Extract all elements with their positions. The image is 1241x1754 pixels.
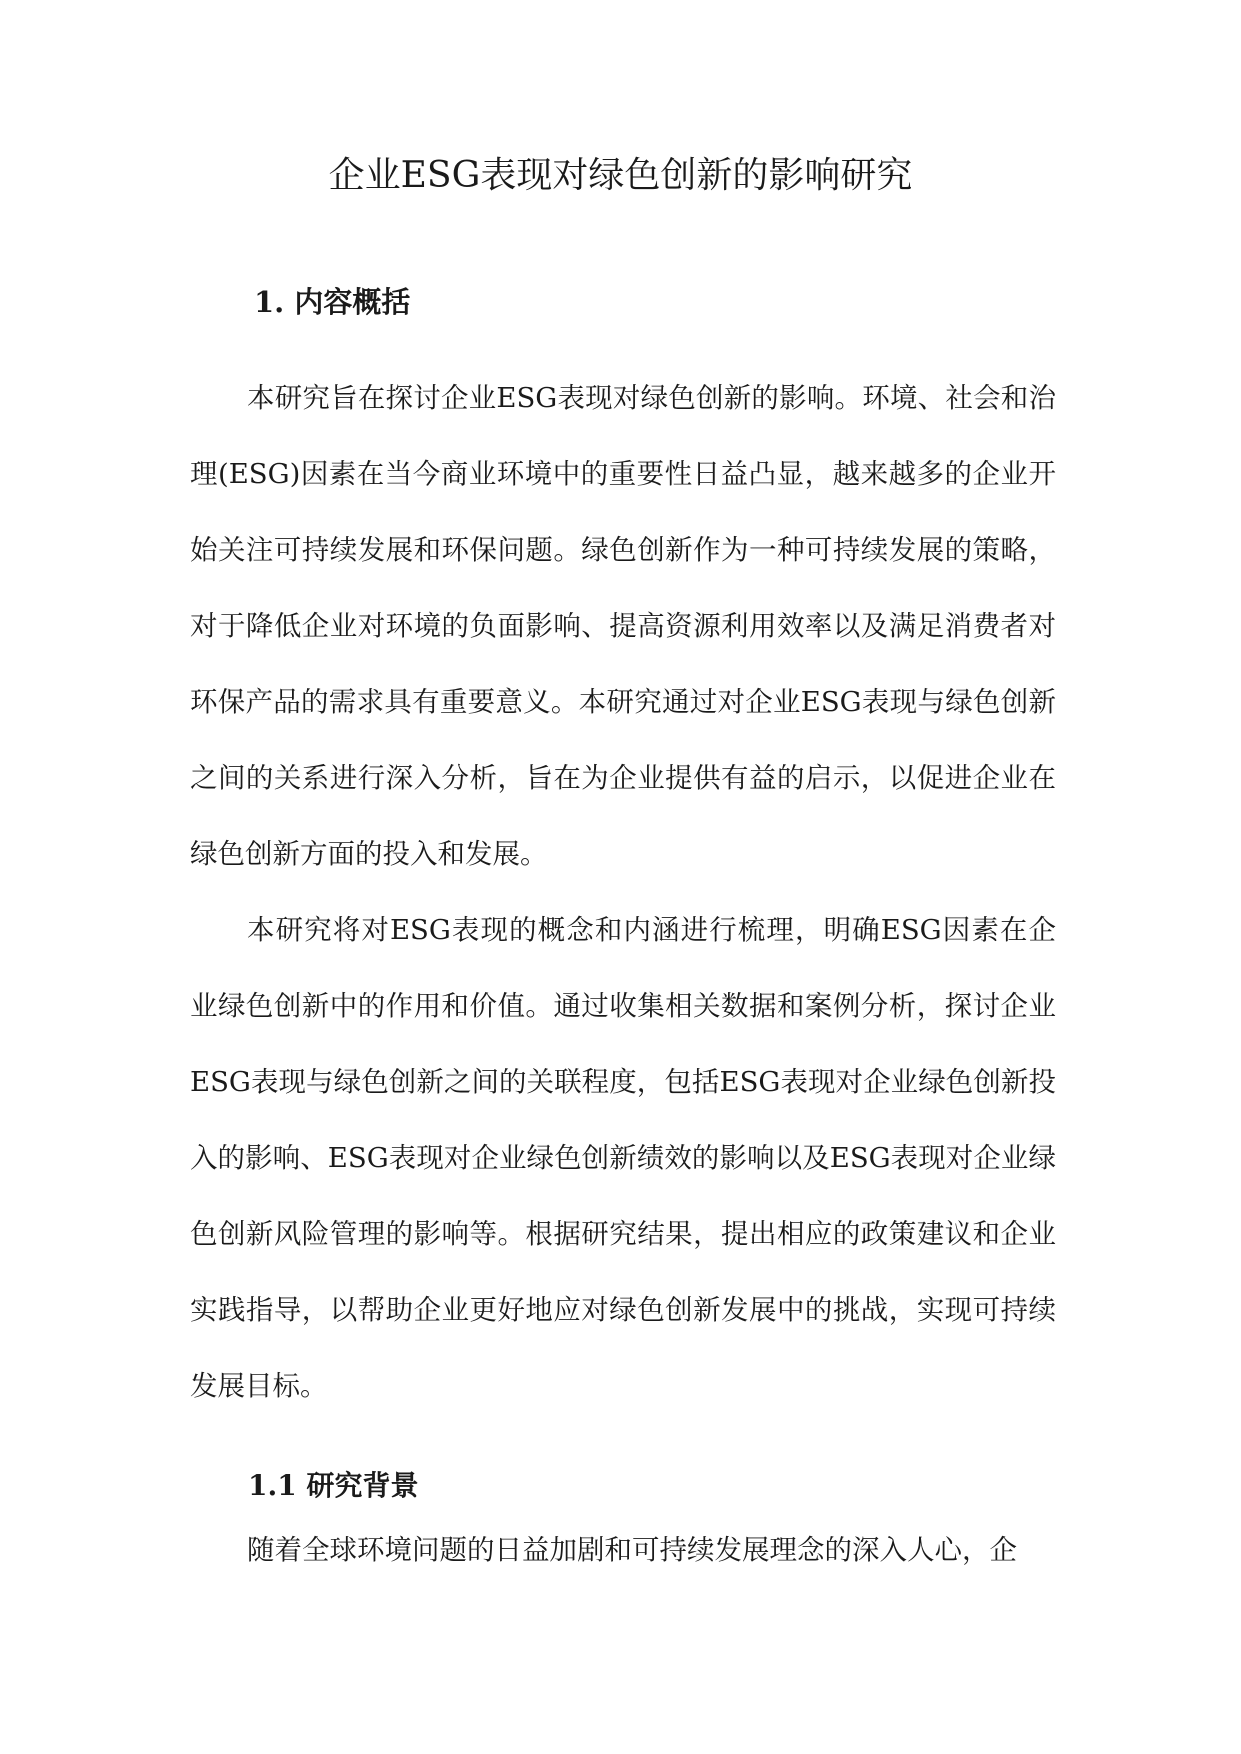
subsection-heading: 1.1 研究背景 (248, 1469, 419, 1502)
paragraph-3: 随着全球环境问题的日益加剧和可持续发展理念的深入人心，企 (247, 1534, 1017, 1566)
section-heading: 1. 内容概括 (254, 285, 411, 319)
document-title: 企业ESG表现对绿色创新的影响研究 (328, 155, 913, 196)
paragraph-2: 本研究将对ESG表现的概念和内涵进行梳理，明确ESG因素在企业绿色创新中的作用和价值。通过收集相关数据和案例分析，探讨企业ESG表现与绿色创新之间的关联程度，包括ESG表现对企业绿色创新投入的影响、ESG表现对企业绿色创新绩效的影响以及ESG表现对企业绿色创新风险管理的影响等。根据研究结果，提出相应的政策建议和企业实践指导，以帮助企业更好地应对绿色创新发展中的挑战，实现可持续发展目标。 (190, 914, 1056, 1402)
paragraph-1: 本研究旨在探讨企业ESG表现对绿色创新的影响。环境、社会和治理(ESG)因素在当今商业环境中的重要性日益凸显，越来越多的企业开始关注可持续发展和环保问题。绿色创新作为一种可持续发展的策略，对于降低企业对环境的负面影响、提高资源利用效率以及满足消费者对环保产品的需求具有重要意义。本研究通过对企业ESG表现与绿色创新之间的关系进行深入分析，旨在为企业提供有益的启示，以促进企业在绿色创新方面的投入和发展。 (190, 382, 1056, 870)
